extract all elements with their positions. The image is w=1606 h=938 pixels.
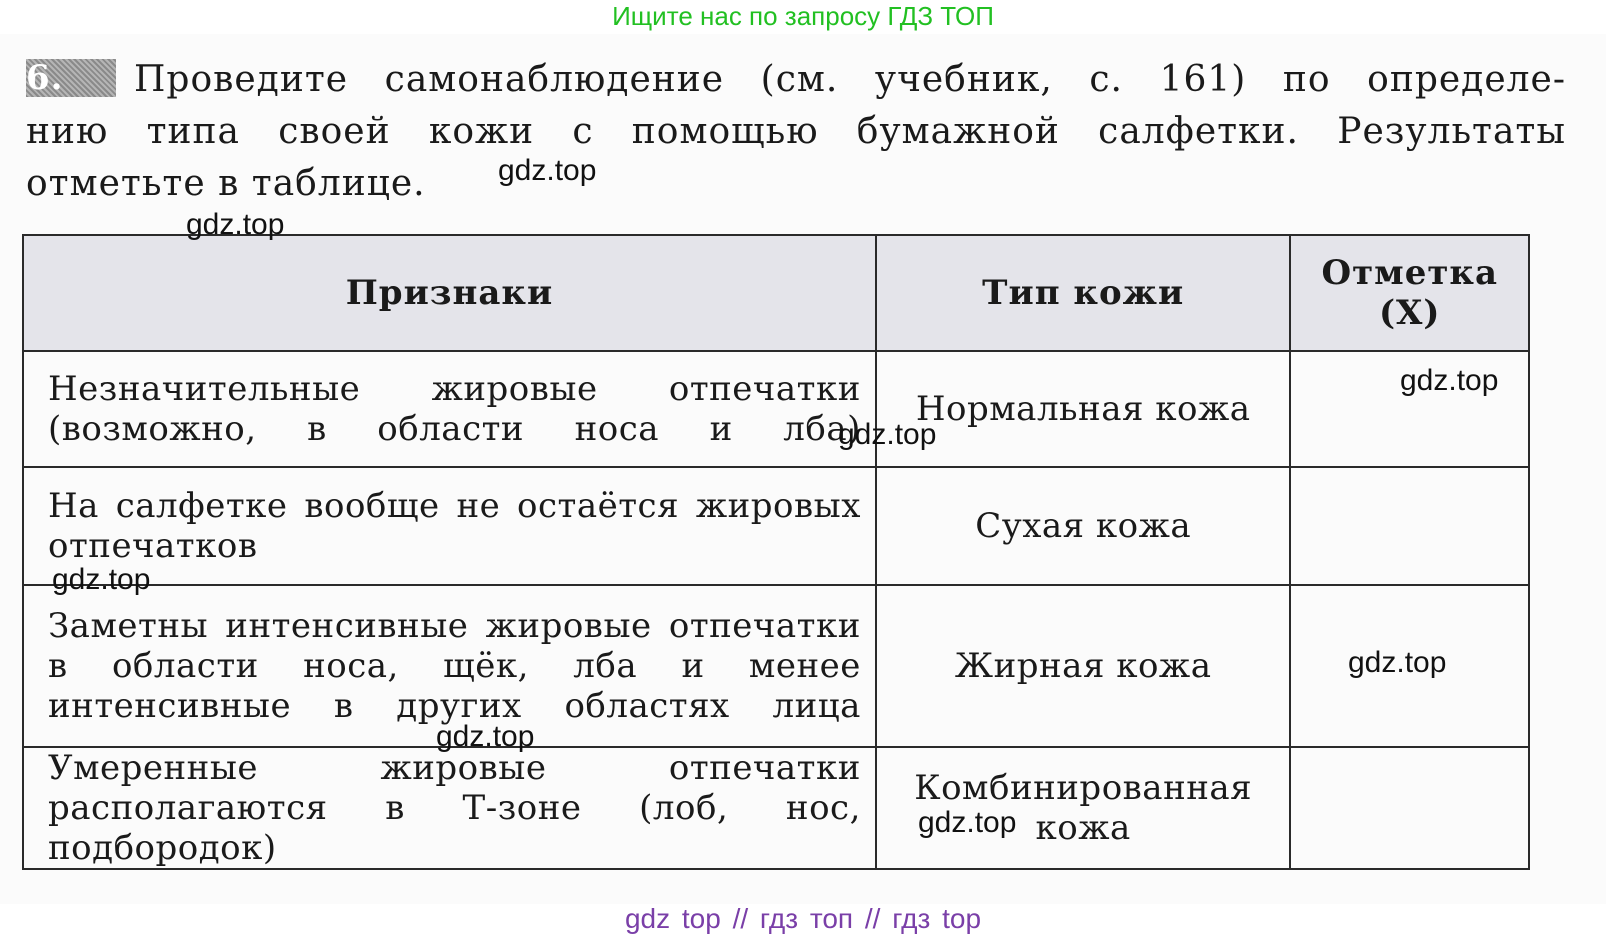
row-skin-type: Комбинированная кожа [876,747,1291,869]
table-row [23,351,1529,467]
row-signs: Умеренные жировые отпечатки располагаются в Т-зоне (лоб, нос, подбородок) [23,747,876,869]
task-line-2: нию типа своей кожи с помощью бумажной салфетки. Результаты [26,111,1566,152]
task-text-1: Проведите самонаблюдение (см. учебник, с. 161) по определе- [134,59,1566,100]
watermark: gdz.top [186,208,285,241]
row-skin-type: Нормальная кожа [876,351,1291,467]
header-signs: Признаки [23,235,876,351]
watermark: gdz.top [436,720,535,753]
textbook-page [0,34,1606,904]
top-banner: Ищите нас по запросу ГДЗ ТОП [612,1,994,31]
watermark: gdz.top [918,806,1017,839]
watermark: gdz.top [838,418,937,451]
row-skin-type: Сухая кожа [876,467,1291,585]
watermark: gdz.top [1348,646,1447,679]
row-skin-type: Жирная кожа [876,585,1291,747]
table-row [23,585,1529,747]
watermark: gdz.top [1400,364,1499,397]
row-mark-cell[interactable] [1290,747,1529,869]
footer-banner: gdz top // гдз топ // гдз top [624,903,982,934]
header-mark: Отметка (X) [1290,235,1529,351]
task-number-badge: 6. [26,59,116,97]
watermark: gdz.top [498,154,597,187]
task-line-1 [26,54,1566,106]
row-signs: Незначительные жировые отпечатки (возможно, в области носа и лба) [23,351,876,467]
task-statement [26,54,1566,210]
task-line-3: отметьте в таблице. [26,163,426,204]
table-row [23,467,1529,585]
watermark: gdz.top [52,563,151,596]
table-header-row [23,235,1529,351]
table-row [23,747,1529,869]
header-skin-type: Тип кожи [876,235,1291,351]
row-signs: Заметны интенсивные жировые отпечатки в области носа, щёк, лба и менее интенсивные в других областях лица [23,585,876,747]
row-signs: На салфетке вообще не остаётся жировых отпечатков [23,467,876,585]
row-mark-cell[interactable] [1290,467,1529,585]
skin-type-table [22,234,1530,870]
